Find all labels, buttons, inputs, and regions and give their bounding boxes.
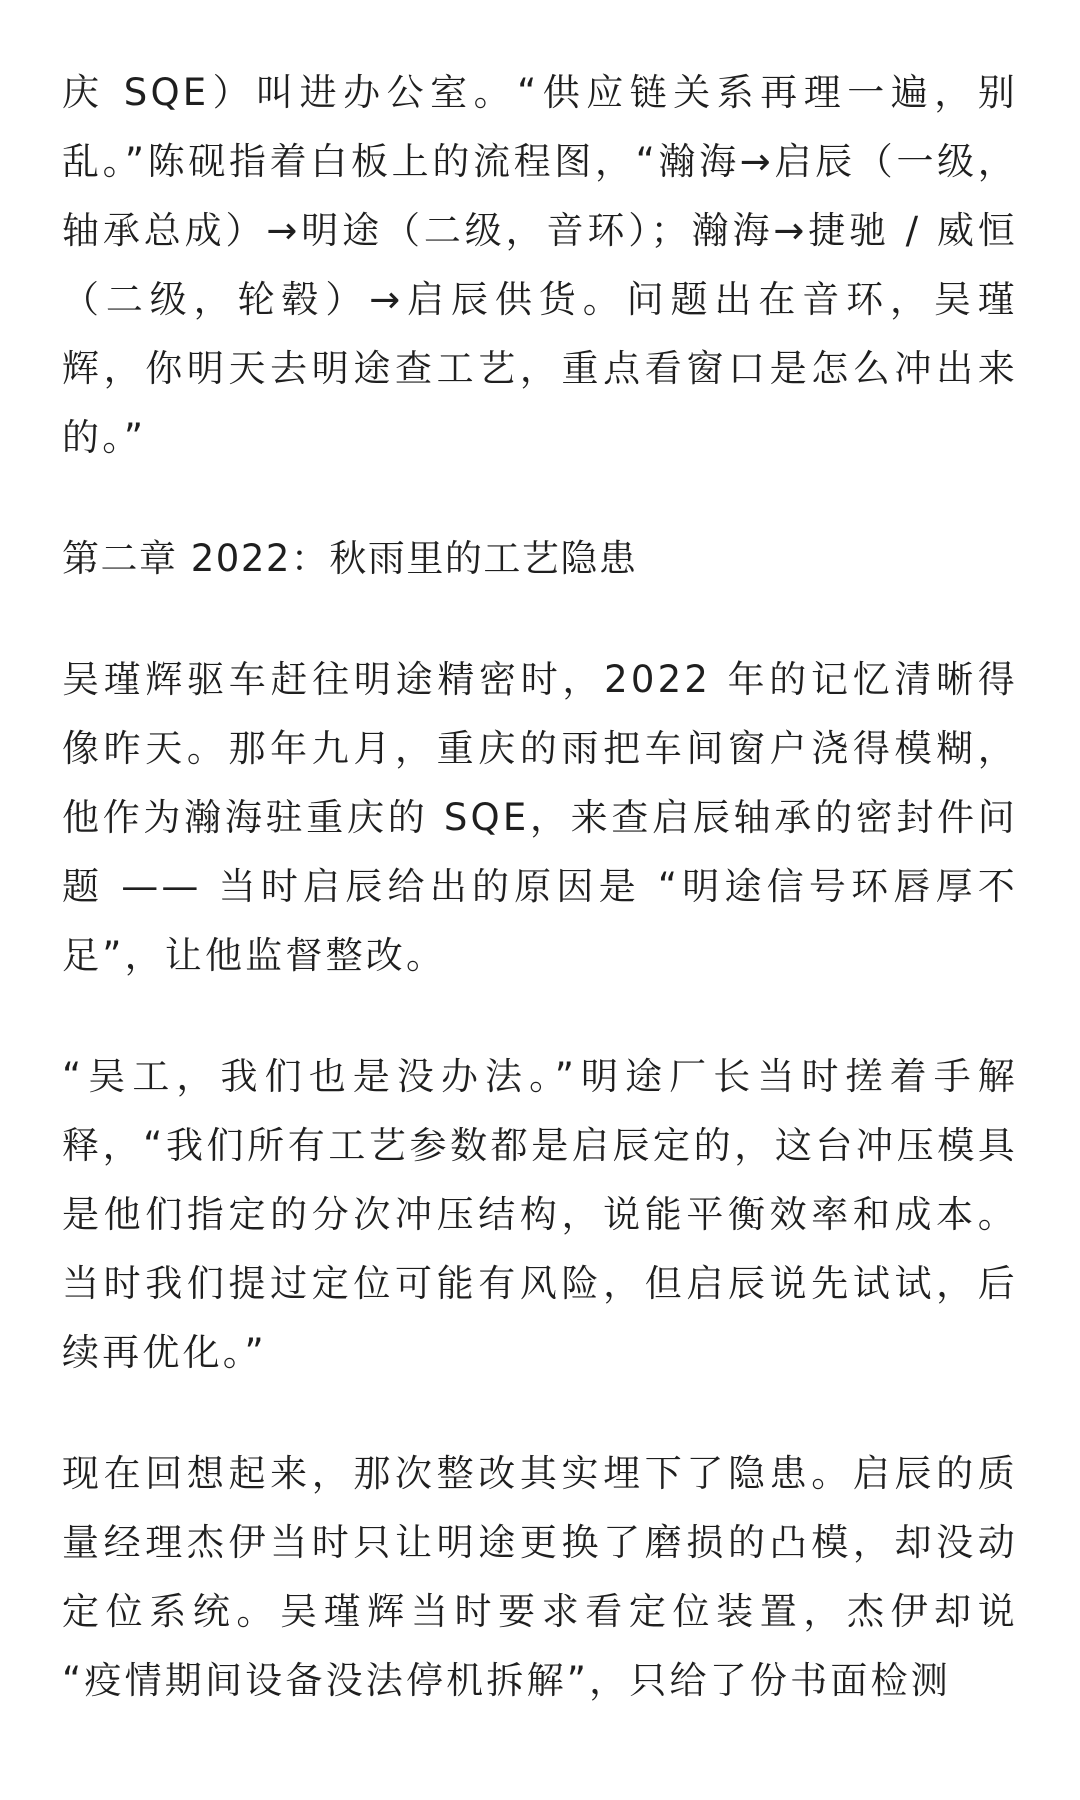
paragraph-1: 庆 SQE）叫进办公室。“供应链关系再理一遍，别乱。”陈砚指着白板上的流程图，“瀚海→启辰（一级，轴承总成）→明途（二级，音环）；瀚海→捷驰 / 威恒（二级，轮毂）→启辰供货。问题出在音环，吴瑾辉，你明天去明途查工艺，重点看窗口是怎么冲出来的。” <box>62 71 1018 459</box>
article-body <box>62 58 1018 1715</box>
paragraph-3: “吴工，我们也是没办法。”明途厂长当时搓着手解释，“我们所有工艺参数都是启辰定的，这台冲压模具是他们指定的分次冲压结构，说能平衡效率和成本。当时我们提过定位可能有风险，但启辰说先试试，后续再优化。” <box>62 1055 1018 1374</box>
chapter-heading: 第二章 2022：秋雨里的工艺隐患 <box>62 537 638 580</box>
paragraph-4: 现在回想起来，那次整改其实埋下了隐患。启辰的质量经理杰伊当时只让明途更换了磨损的凸模，却没动定位系统。吴瑾辉当时要求看定位装置，杰伊却说 “疫情期间设备没法停机拆解”，只给了份书面检测 <box>62 1452 1018 1702</box>
paragraph-2: 吴瑾辉驱车赶往明途精密时，2022 年的记忆清晰得像昨天。那年九月，重庆的雨把车间窗户浇得模糊，他作为瀚海驻重庆的 SQE，来查启辰轴承的密封件问题 —— 当时启辰给出的原因是 “明途信号环唇厚不足”，让他监督整改。 <box>62 658 1018 977</box>
